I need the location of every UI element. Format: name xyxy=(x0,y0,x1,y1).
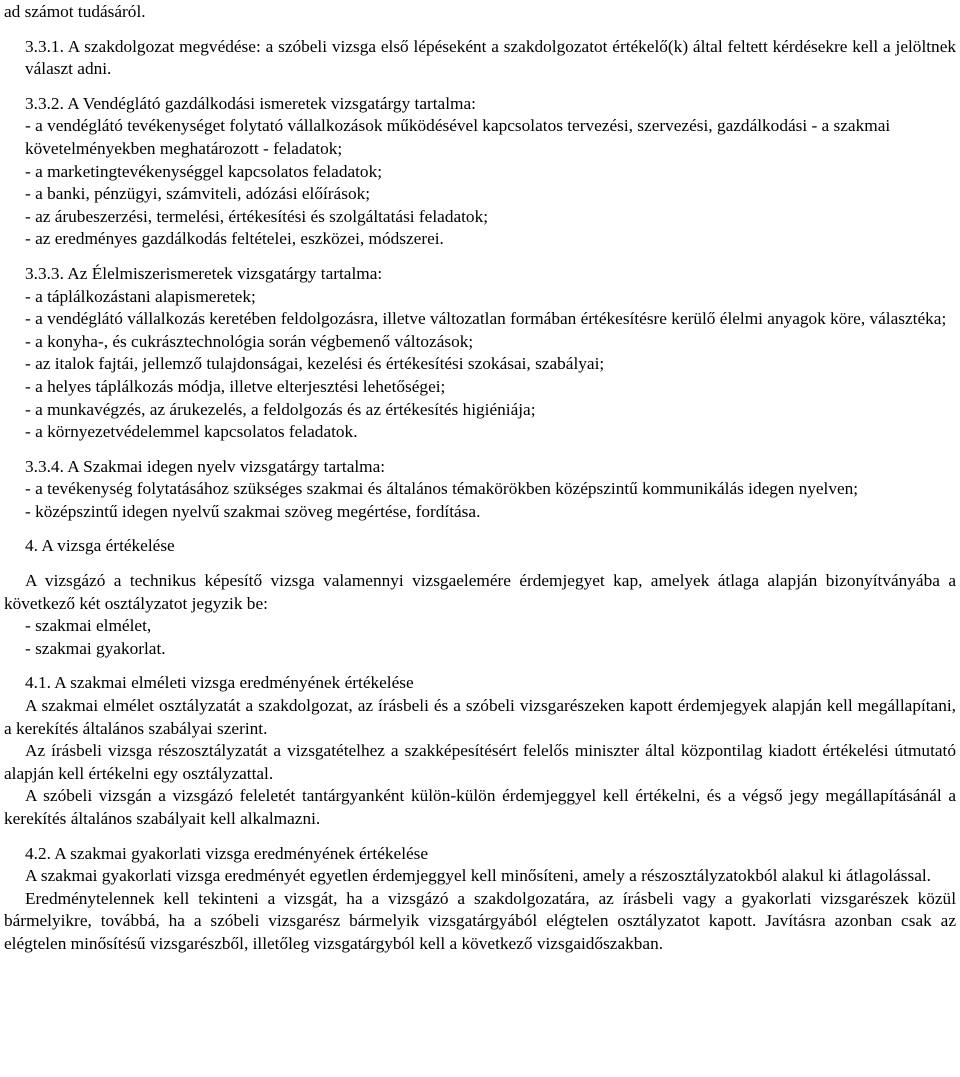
section-3-3-2 xyxy=(4,93,956,251)
section-4-1 xyxy=(4,672,956,830)
list-item: - a környezetvédelemmel kapcsolatos feladatok. xyxy=(25,422,358,442)
list-item: - a marketingtevékenységgel kapcsolatos feladatok; xyxy=(25,161,383,181)
section-4-2-heading: 4.2. A szakmai gyakorlati vizsga eredményének értékelése xyxy=(25,843,429,863)
section-3-3-1 xyxy=(4,36,956,81)
list-item: - a vendéglátó vállalkozás keretében feldolgozásra, illetve változatlan formában értékesítésre kerülő élelmi anyagok köre, választéka; xyxy=(25,309,947,329)
section-body: A szakdolgozat megvédése: a szóbeli vizsga első lépéseként a szakdolgozatot értékelő(k) által feltett kérdésekre kell a jelöltnek választ adni. xyxy=(25,36,956,79)
section-3-3-4-heading: 3.3.4. A Szakmai idegen nyelv vizsgatárgy tartalma: xyxy=(25,456,386,476)
top-line: ad számot tudásáról. xyxy=(4,2,146,21)
list-item: - a banki, pénzügyi, számviteli, adózási előírások; xyxy=(25,184,371,204)
document-page xyxy=(0,1,960,1077)
section-4-2 xyxy=(4,843,956,956)
section-4-intro: A vizsgázó a technikus képesítő vizsga valamennyi vizsgaelemére érdemjegyet kap, amelyek átlaga alapján bizonyítványába a következő két osztályzatot jegyzik be: xyxy=(4,571,956,613)
paragraph: A szakmai elmélet osztályzatát a szakdolgozat, az írásbeli és a szóbeli vizsgarészeken kapott érdemjegyek alapján kell megállapítani, a kerekítés általános szabályai szerint. xyxy=(4,696,956,738)
list-item: - a tevékenység folytatásához szükséges szakmai és általános témakörökben középszintű kommunikálás idegen nyelven; xyxy=(25,479,859,499)
paragraph: Az írásbeli vizsga részosztályzatát a vizsgatételhez a szakképesítésért felelős miniszter által központilag kiadott értékelési útmutató alapján kell értékelni egy osztályzattal. xyxy=(4,741,956,783)
list-item: - a konyha-, és cukrásztechnológia során végbemenő változások; xyxy=(25,331,474,351)
list-item: - a vendéglátó tevékenységet folytató vállalkozások működésével kapcsolatos tervezési, szervezési, gazdálkodási - a szakmai követelményekben meghatározott - feladatok; xyxy=(25,116,891,158)
section-number: 3.3.1. xyxy=(25,36,64,56)
section-3-3-3-heading: 3.3.3. Az Élelmiszerismeretek vizsgatárgy tartalma: xyxy=(25,263,383,283)
section-3-3-2-heading: 3.3.2. A Vendéglátó gazdálkodási ismeretek vizsgatárgy tartalma: xyxy=(25,93,476,113)
list-item: - a helyes táplálkozás módja, illetve elterjesztési lehetőségei; xyxy=(25,376,446,396)
section-4 xyxy=(4,535,956,660)
paragraph: A szakmai gyakorlati vizsga eredményét egyetlen érdemjeggyel kell minősíteni, amely a részosztályzatokból alakul ki átlagolással. xyxy=(25,866,931,886)
section-3-3-4 xyxy=(4,456,956,524)
section-3-3-3 xyxy=(4,263,956,444)
list-item: - középszintű idegen nyelvű szakmai szöveg megértése, fordítása. xyxy=(25,501,481,521)
section-4-1-heading: 4.1. A szakmai elméleti vizsga eredményének értékelése xyxy=(25,673,414,693)
list-item: - az árubeszerzési, termelési, értékesítési és szolgáltatási feladatok; xyxy=(25,206,489,226)
list-item: - a táplálkozástani alapismeretek; xyxy=(25,286,256,306)
section-3-3-1-text xyxy=(4,36,956,81)
section-4-heading: 4. A vizsga értékelése xyxy=(25,536,175,556)
paragraph: Eredménytelennek kell tekinteni a vizsgát, ha a vizsgázó a szakdolgozatára, az írásbeli vagy a gyakorlati vizsgarészek közül bármelyikre, továbbá, ha a szóbeli vizsgarész bármelyik vizsgatárgyából elégtelen osztályzatot kapott. Javításra azonban csak az elégtelen minősítésű vizsgarészből, illetőleg vizsgatárgyból kell a következő vizsgaidőszakban. xyxy=(4,888,956,953)
list-item: - az italok fajtái, jellemző tulajdonságai, kezelési és értékesítési szokásai, szabályai; xyxy=(25,354,605,374)
list-item: - az eredményes gazdálkodás feltételei, eszközei, módszerei. xyxy=(25,229,444,249)
list-item: - szakmai gyakorlat. xyxy=(25,638,166,658)
paragraph: A szóbeli vizsgán a vizsgázó feleletét tantárgyanként külön-külön érdemjeggyel kell értékelni, és a végső jegy megállapításánál a kerekítés általános szabályait kell alkalmazni. xyxy=(4,786,956,828)
list-item: - a munkavégzés, az árukezelés, a feldolgozás és az értékesítés higiéniája; xyxy=(25,399,536,419)
list-item: - szakmai elmélet, xyxy=(25,616,152,636)
